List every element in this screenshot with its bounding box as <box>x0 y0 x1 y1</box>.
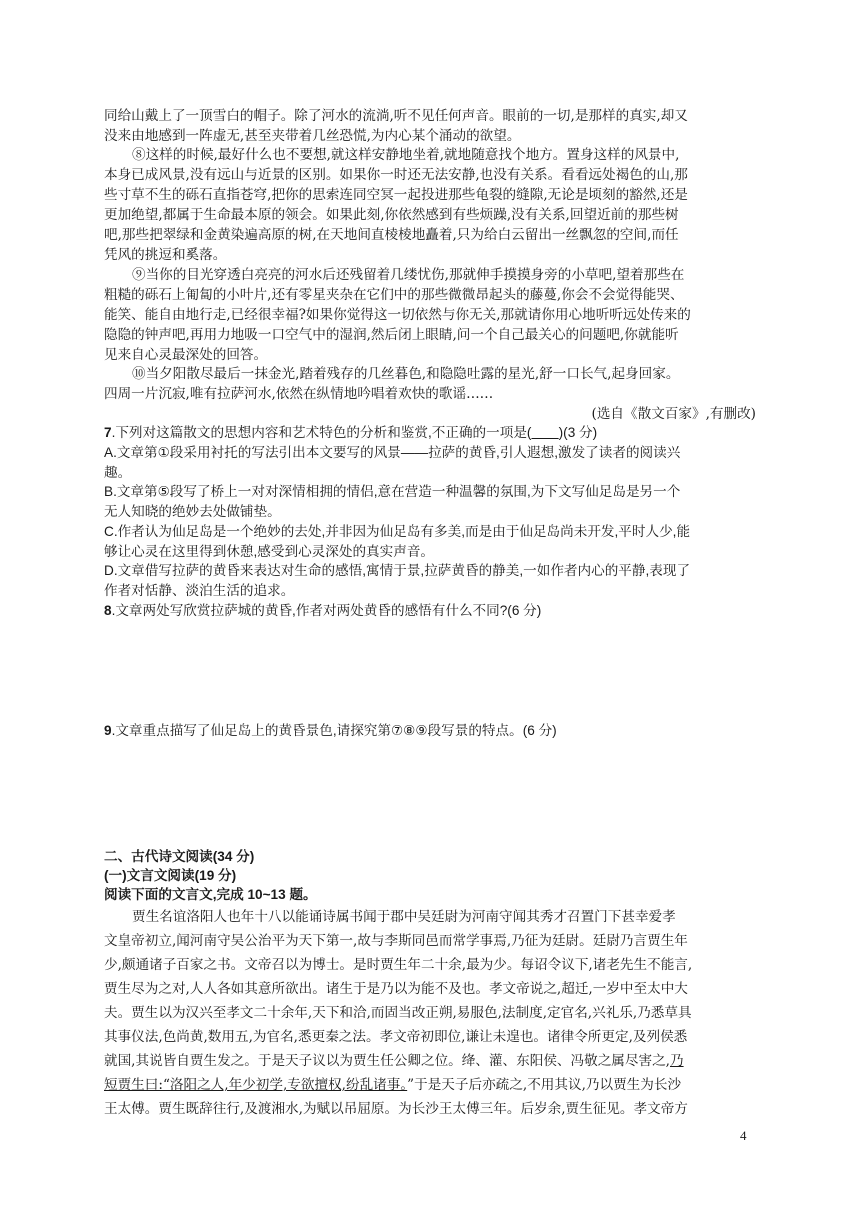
classical-text-line: 夫。贾生以为汉兴至孝文二十余年,天下和洽,而固当改正朔,易服色,法制度,定官名,兴礼乐,乃悉草具 <box>104 1005 692 1021</box>
paragraph-9-line: 隐隐的钟声吧,再用力地吸一口空气中的湿润,然后闭上眼睛,问一个自己最关心的问题吧,你就能听 <box>104 327 679 343</box>
underlined-segment: 乃 <box>669 1053 684 1069</box>
paragraph-9-line: 能笑、能自由地行走,已经很幸福?如果你觉得这一切依然与你无关,那就请你用心地听听远处传来的 <box>104 307 691 323</box>
option-c: C.作者认为仙足岛是一个绝妙的去处,并非因为仙足岛有多美,而是由于仙足岛尚未开发,平时人少,能 <box>104 524 691 539</box>
section-2-title: 二、古代诗文阅读(34 分) <box>104 849 255 864</box>
option-a-cont: 趣。 <box>104 465 132 480</box>
question-number: 9 <box>104 723 112 738</box>
question-8 <box>104 601 756 621</box>
option-d-cont: 作者对恬静、淡泊生活的追求。 <box>104 583 295 598</box>
paragraph-10-line: ⑩当夕阳散尽最后一抹金光,踏着残存的几丝暮色,和隐隐吐露的星光,舒一口长气,起身回家。 <box>132 366 680 382</box>
option-a: A.文章第①段采用衬托的写法引出本文要写的风景——拉萨的黄昏,引人遐想,激发了读者的阅读兴 <box>104 445 681 460</box>
passage-line: 没来由地感到一阵虚无,甚至夹带着几丝恐慌,为内心某个涌动的欲望。 <box>104 128 521 144</box>
question-text: .文章重点描写了仙足岛上的黄昏景色,请探究第⑦⑧⑨段写景的特点。(6 分) <box>111 723 557 738</box>
paragraph-8-line: 更加绝望,都属于生命最本原的领会。如果此刻,你依然感到有些烦躁,没有关系,回望近前的那些树 <box>104 207 679 223</box>
paragraph-9-line: 粗糙的砾石上匍匐的小叶片,还有零星夹杂在它们中的那些微微昂起头的藤蔓,你会不会觉得能哭、 <box>104 287 684 303</box>
classical-text-line: 王太傅。贾生既辞往行,及渡湘水,为赋以吊屈原。为长沙王太傅三年。后岁余,贾生征见。孝文帝方 <box>104 1101 688 1117</box>
classical-text-line <box>104 1051 756 1071</box>
question-number: 7 <box>104 425 112 440</box>
paragraph-8-line: 些寸草不生的砾石直指苍穹,把你的思索连同空冥一起投进那些龟裂的缝隙,无论是顷刻的豁然,还是 <box>104 187 688 203</box>
question-7-stem <box>104 423 756 443</box>
paragraph-8-line: ⑧这样的时候,最好什么也不要想,就这样安静地坐着,就地随意找个地方。置身这样的风景中, <box>132 147 680 163</box>
reading-instruction: 阅读下面的文言文,完成 10~13 题。 <box>104 887 317 902</box>
option-c-cont: 够让心灵在这里得到休憩,感受到心灵深处的真实声音。 <box>104 544 435 559</box>
classical-text-line: 贾生名谊洛阳人也年十八以能诵诗属书闻于郡中吴廷尉为河南守闻其秀才召置门下甚幸爱孝 <box>132 909 676 925</box>
answer-blank[interactable] <box>531 425 558 440</box>
classical-text-line: 少,颇通诸子百家之书。文帝召以为博士。是时贾生年二十余,最为少。每诏令议下,诸老先生不能言, <box>104 957 693 973</box>
option-b-cont: 无人知晓的绝妙去处做铺垫。 <box>104 504 281 519</box>
underlined-segment: 短贾生曰:“洛阳之人,年少初学,专欲擅权,纷乱诸事。 <box>104 1077 408 1093</box>
paragraph-9-line: ⑨当你的目光穿透白亮亮的河水后还残留着几缕忧伤,那就伸手摸摸身旁的小草吧,望着那些在 <box>132 267 685 283</box>
option-b: B.文章第⑤段写了桥上一对对深情相拥的情侣,意在营造一种温馨的氛围,为下文写仙足岛是另一个 <box>104 484 681 499</box>
question-text: .下列对这篇散文的思想内容和艺术特色的分析和鉴赏,不正确的一项是( <box>111 425 532 440</box>
question-score: )(3 分) <box>558 425 598 440</box>
paragraph-8-line: 凭风的挑逗和奚落。 <box>104 247 227 263</box>
question-9 <box>104 721 756 741</box>
classical-text-line: 文皇帝初立,闻河南守吴公治平为天下第一,故与李斯同邑而常学事焉,乃征为廷尉。廷尉乃言贾生年 <box>104 933 688 949</box>
paragraph-9-line: 见来自心灵最深处的回答。 <box>104 347 268 363</box>
passage-line: 同给山戴上了一顶雪白的帽子。除了河水的流淌,听不见任何声音。眼前的一切,是那样的真实,却又 <box>104 108 688 124</box>
paragraph-8-line: 本身已成风景,没有远山与近景的区别。如果你一时还无法安静,也没有关系。看看远处褐色的山,那 <box>104 167 688 183</box>
question-number: 8 <box>104 603 112 618</box>
classical-text-line <box>104 1075 756 1095</box>
paragraph-8-line: 吧,那些把翠绿和金黄染遍高原的树,在天地间直棱棱地矗着,只为给白云留出一丝飘忽的空间,而任 <box>104 227 679 243</box>
page-number: 4 <box>740 1128 747 1143</box>
question-text: .文章两处写欣赏拉萨城的黄昏,作者对两处黄昏的感悟有什么不同?(6 分) <box>111 603 542 618</box>
source-citation: (选自《散文百家》,有删改) <box>591 406 756 422</box>
classical-text-line: 其事仪法,色尚黄,数用五,为官名,悉更秦之法。孝文帝初即位,谦让未遑也。诸律令所更定,及列侯悉 <box>104 1029 688 1045</box>
classical-text-segment: ”于是天子后亦疏之,不用其议,乃以贾生为长沙 <box>407 1077 682 1093</box>
subsection-title: (一)文言文阅读(19 分) <box>104 868 237 883</box>
classical-text-line: 贾生尽为之对,人人各如其意所欲出。诸生于是乃以为能不及也。孝文帝说之,超迁,一岁中至太中大 <box>104 981 688 997</box>
option-d: D.文章借写拉萨的黄昏来表达对生命的感悟,寓情于景,拉萨黄昏的静美,一如作者内心的平静,表现了 <box>104 563 691 578</box>
classical-text-segment: 就国,其说皆自贾生发之。于是天子议以为贾生任公卿之位。绛、灌、东阳侯、冯敬之属尽害之, <box>104 1053 670 1069</box>
paragraph-10-line: 四周一片沉寂,唯有拉萨河水,依然在纵情地吟唱着欢快的歌谣…… <box>104 386 494 402</box>
